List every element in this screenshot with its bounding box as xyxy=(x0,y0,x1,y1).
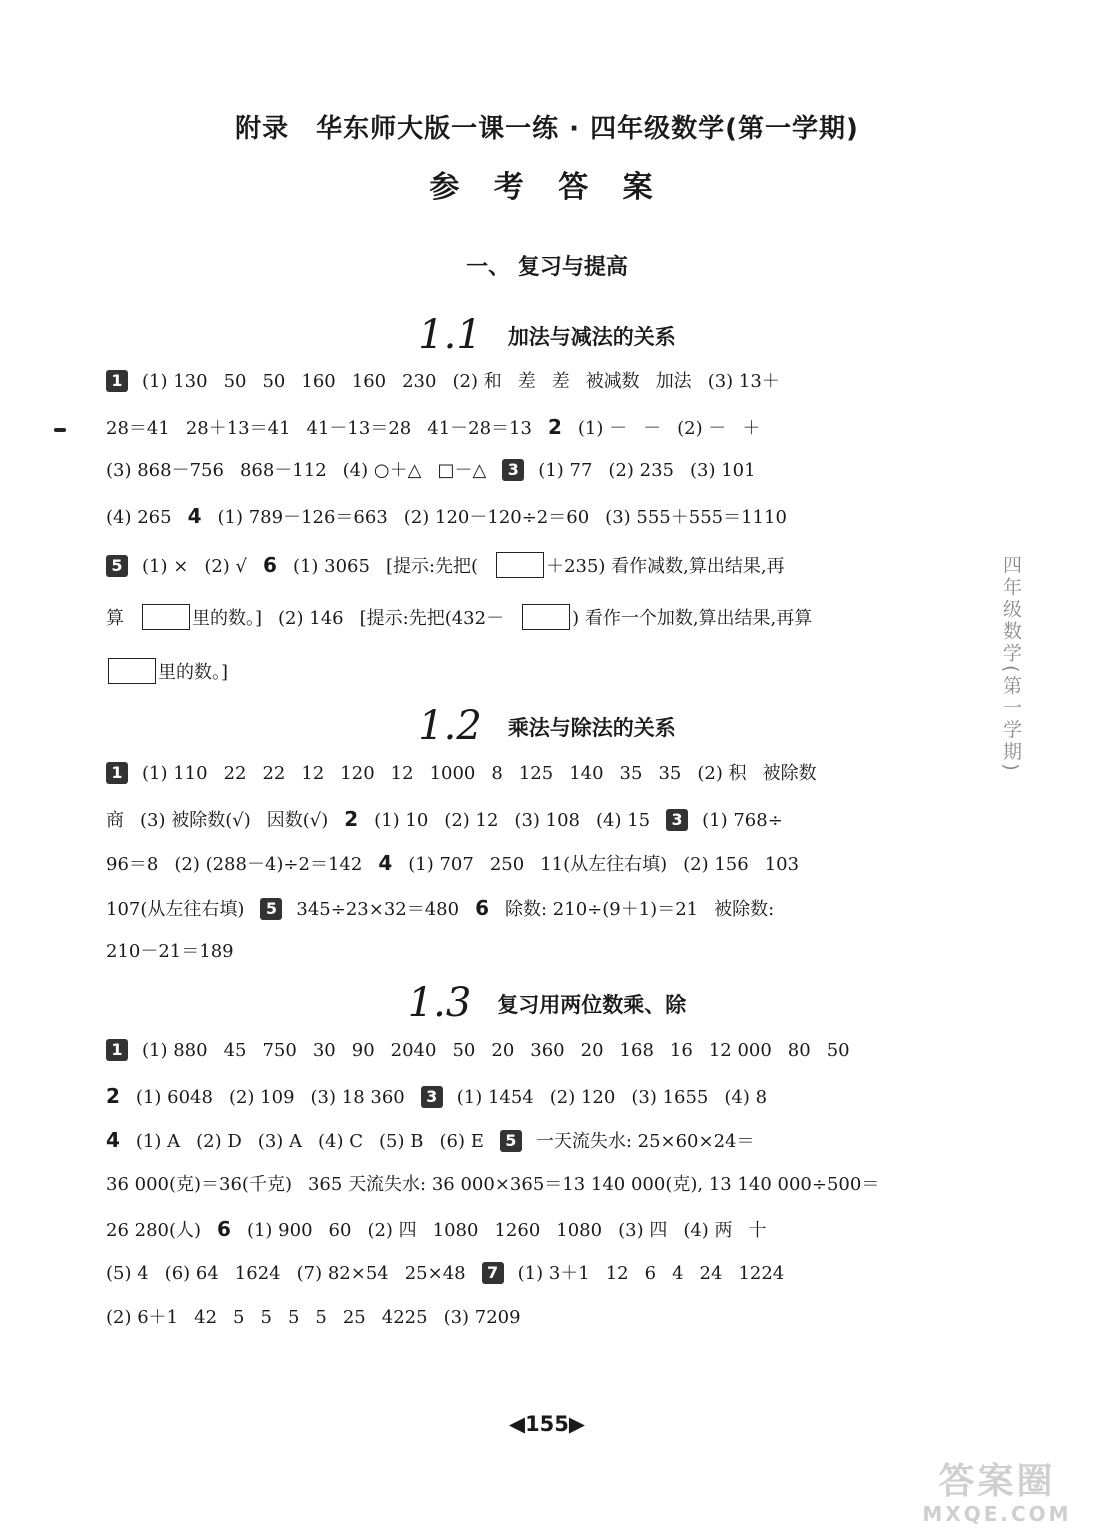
answer-text: (2) 120 xyxy=(549,1086,616,1108)
answer-line xyxy=(106,886,956,931)
section-name: 复习用两位数乘、除 xyxy=(497,993,687,1017)
answer-text: 里的数。] xyxy=(192,608,263,629)
answer-text: 50 xyxy=(826,1040,850,1061)
section-heading-1-2 xyxy=(0,703,1094,749)
answer-text: 365 天流失水: 36 000×365＝13 140 000(克), 13 140 000÷500＝ xyxy=(307,1173,880,1195)
answer-text: 28＋13＝41 xyxy=(185,417,291,439)
answer-text: 103 xyxy=(764,854,800,875)
answers-section-1-1 xyxy=(106,360,956,700)
answer-line xyxy=(106,449,956,494)
answer-line xyxy=(106,405,956,450)
answer-text: 24 xyxy=(699,1262,723,1284)
answer-text: (1) 110 xyxy=(142,763,208,784)
section-name: 乘法与除法的关系 xyxy=(507,716,676,740)
answer-text: 4225 xyxy=(381,1307,428,1328)
answer-text: － xyxy=(643,417,662,439)
answer-text: (3) 13＋ xyxy=(707,371,780,392)
answer-text: 12 xyxy=(301,763,325,784)
answer-text: [提示:先把( xyxy=(385,556,479,577)
answer-text: (3) 1655 xyxy=(631,1086,709,1108)
answer-text: 差 xyxy=(517,371,536,392)
answer-text: (4) C xyxy=(318,1131,364,1152)
answer-text: (2) √ xyxy=(204,556,248,577)
answer-text: (1) 707 xyxy=(408,854,474,875)
answer-text: 6 xyxy=(644,1262,657,1284)
answer-text: 20 xyxy=(580,1040,604,1061)
answer-text: 35 xyxy=(658,763,682,784)
answer-text: (4) ○＋△ xyxy=(342,460,422,481)
answer-text: (3) 555＋555＝1110 xyxy=(605,506,787,528)
answer-text: 168 xyxy=(619,1040,654,1061)
answer-text: 商 xyxy=(106,809,124,831)
answer-text: 20 xyxy=(491,1040,515,1061)
answer-text: 60 xyxy=(328,1220,352,1241)
answer-text: (1) 880 xyxy=(142,1040,208,1061)
answer-text: 96＝8 xyxy=(106,854,159,875)
section-heading-1-3 xyxy=(0,980,1094,1026)
answer-text: (1) 900 xyxy=(246,1220,313,1241)
answer-text: 210－21＝189 xyxy=(106,941,234,962)
section-number: 1.2 xyxy=(418,703,482,749)
answer-text: 120 xyxy=(340,763,375,784)
question-number: 4 xyxy=(187,503,202,528)
answer-text: (1) 130 xyxy=(142,371,208,392)
answer-text: (5) 4 xyxy=(106,1262,149,1284)
watermark-line-1: 答案圈 xyxy=(938,1461,1056,1502)
answer-text: 35 xyxy=(619,763,643,784)
answer-text: 230 xyxy=(402,371,437,392)
answer-line xyxy=(106,1207,956,1252)
answer-text: (1) A xyxy=(135,1131,181,1152)
answer-line xyxy=(106,360,956,405)
answer-text: (3) A xyxy=(257,1131,303,1152)
question-number: 2 xyxy=(106,1083,120,1108)
section-number: 1.1 xyxy=(418,312,482,358)
answer-text: 5 xyxy=(233,1307,245,1328)
answer-text: 125 xyxy=(518,763,554,784)
answer-text: (4) 两 xyxy=(683,1220,733,1241)
answer-text: (2) 12 xyxy=(444,809,499,831)
answer-text: 差 xyxy=(551,371,570,392)
answer-text: (3) 18 360 xyxy=(310,1086,405,1108)
answer-text: 30 xyxy=(312,1040,336,1061)
question-number: 2 xyxy=(344,806,359,831)
question-number-badge: 5 xyxy=(106,555,128,577)
watermark-logo xyxy=(912,1462,1082,1526)
answer-text: 50 xyxy=(223,371,247,392)
answer-text: (2) 6＋1 xyxy=(106,1307,179,1328)
answer-text: 345÷23×32＝480 xyxy=(296,898,460,920)
question-number-badge: 7 xyxy=(482,1262,504,1284)
answer-text: (1) 1454 xyxy=(456,1086,534,1108)
answer-line xyxy=(106,752,956,797)
answer-text: 107(从左往右填) xyxy=(106,898,245,920)
answer-text: (4) 265 xyxy=(106,506,172,528)
page-number: ◀155▶ xyxy=(508,1412,586,1436)
answer-text: (2) － xyxy=(677,417,727,439)
question-number-badge: 3 xyxy=(502,459,524,481)
answer-text: (2) 120－120÷2＝60 xyxy=(403,506,590,528)
answer-text: 160 xyxy=(301,371,336,392)
watermark-line-2: MXQE.COM xyxy=(922,1502,1072,1526)
answer-text: (3) 四 xyxy=(618,1220,668,1241)
answer-text: 28＝41 xyxy=(106,417,170,439)
answer-text: 750 xyxy=(262,1040,297,1061)
answer-line xyxy=(106,930,956,975)
question-number-badge: 5 xyxy=(260,898,282,920)
answer-text: 140 xyxy=(569,763,604,784)
answer-text: (2) D xyxy=(196,1131,242,1152)
answer-text: 160 xyxy=(351,371,387,392)
question-number-badge: 1 xyxy=(106,370,128,392)
answer-line xyxy=(106,1163,956,1208)
answer-text: (1) 789－126＝663 xyxy=(217,506,388,528)
answer-text: (6) 64 xyxy=(164,1262,219,1284)
answer-text: ＋ xyxy=(742,417,761,439)
question-number: 6 xyxy=(263,553,277,577)
margin-mark xyxy=(54,428,66,432)
question-number-badge: 3 xyxy=(421,1086,443,1108)
answer-text: (3) 101 xyxy=(690,460,756,481)
answer-text: [提示:先把(432－ xyxy=(359,608,505,629)
answer-text: (1) 77 xyxy=(538,460,593,481)
answer-text: 1260 xyxy=(494,1220,541,1241)
answer-text: 8 xyxy=(491,763,503,784)
answer-text: (3) 被除数(√) xyxy=(140,809,251,831)
blank-box xyxy=(522,604,570,630)
answer-text: 1624 xyxy=(234,1262,281,1284)
answer-text: 22 xyxy=(262,763,286,784)
answer-line xyxy=(106,646,956,700)
answer-text: 41－28＝13 xyxy=(427,417,532,439)
answer-text: 被除数: xyxy=(714,898,775,920)
question-number: 6 xyxy=(217,1217,231,1241)
answer-text: (2) 积 xyxy=(697,763,747,784)
answer-text: (6) E xyxy=(439,1131,484,1152)
answer-text: 16 xyxy=(669,1040,693,1061)
answer-text: 868－112 xyxy=(239,460,327,481)
question-number: 4 xyxy=(106,1128,120,1152)
answer-text: (3) 868－756 xyxy=(106,460,224,481)
blank-box xyxy=(108,658,156,684)
answer-text: 250 xyxy=(489,854,525,875)
section-heading-1-1 xyxy=(0,312,1094,358)
answer-line xyxy=(106,1074,956,1119)
answer-text: (7) 82×54 xyxy=(296,1262,389,1284)
answer-text: 除数: 210÷(9＋1)＝21 xyxy=(505,898,699,920)
answer-line xyxy=(106,1118,956,1163)
question-number-badge: 5 xyxy=(500,1130,522,1152)
answer-text: 被除数 xyxy=(762,763,817,784)
question-number-badge: 1 xyxy=(106,762,128,784)
answer-text: (1) × xyxy=(142,556,189,577)
question-number-badge: 1 xyxy=(106,1039,128,1061)
answer-text: 50 xyxy=(262,371,286,392)
answer-text: 1080 xyxy=(556,1220,603,1241)
answer-text: (1) 3065 xyxy=(292,556,370,577)
answers-section-1-3 xyxy=(106,1029,956,1341)
answer-text: ＋235) 看作减数,算出结果,再 xyxy=(546,556,785,577)
answer-line xyxy=(106,494,956,539)
answer-line xyxy=(106,841,956,886)
answer-text: (2) (288－4)÷2＝142 xyxy=(174,854,363,875)
answer-text: (3) 7209 xyxy=(443,1307,521,1328)
answer-text: 一天流失水: 25×60×24＝ xyxy=(535,1131,755,1152)
answer-line xyxy=(106,1029,956,1074)
answer-text: 25 xyxy=(342,1307,366,1328)
answer-text: 4 xyxy=(672,1262,684,1284)
answer-text: 因数(√) xyxy=(266,809,329,831)
answer-text: 11(从左往右填) xyxy=(540,854,668,875)
answer-text: 被减数 xyxy=(585,371,640,392)
answer-text: 加法 xyxy=(655,371,692,392)
answer-text: (3) 108 xyxy=(514,809,580,831)
answer-text: (2) 和 xyxy=(452,371,502,392)
blank-box xyxy=(496,552,544,578)
answer-text: 12 xyxy=(390,763,414,784)
answer-text: (1) 768÷ xyxy=(702,809,783,831)
answer-line xyxy=(106,592,956,646)
answer-text: 1080 xyxy=(432,1220,479,1241)
answer-text: (1) 6048 xyxy=(135,1086,213,1108)
answer-text: 1000 xyxy=(429,763,476,784)
answer-text: 里的数。] xyxy=(158,662,229,683)
answer-text: (2) 146 xyxy=(278,608,344,629)
answer-text: (1) 10 xyxy=(374,809,429,831)
question-number-badge: 3 xyxy=(666,809,688,831)
answer-text: (1) 3＋1 xyxy=(517,1262,590,1284)
answers-section-1-2 xyxy=(106,752,956,975)
answer-text: (2) 235 xyxy=(608,460,674,481)
blank-box xyxy=(142,604,190,630)
answer-text: (2) 四 xyxy=(367,1220,417,1241)
answer-text: 算 xyxy=(106,608,124,629)
answer-text: 5 xyxy=(287,1307,300,1328)
answer-text: (5) B xyxy=(379,1131,424,1152)
answer-text: 90 xyxy=(351,1040,375,1061)
answer-text: 25×48 xyxy=(404,1262,466,1284)
answer-text: (2) 109 xyxy=(228,1086,295,1108)
chapter-heading: 一、 复习与提高 xyxy=(466,255,628,280)
answer-text: 45 xyxy=(223,1040,247,1061)
side-margin-text: 四年级数学(第一学期) xyxy=(1000,555,1022,774)
page-subtitle: 参 考 答 案 xyxy=(429,170,665,205)
answer-line xyxy=(106,538,956,592)
answer-text: (1) － xyxy=(577,417,628,439)
answer-text: 360 xyxy=(530,1040,565,1061)
answer-text: 22 xyxy=(223,763,247,784)
section-number: 1.3 xyxy=(407,980,472,1026)
answer-text: 2040 xyxy=(390,1040,437,1061)
answer-line xyxy=(106,1296,956,1341)
section-name: 加法与减法的关系 xyxy=(507,325,676,349)
answer-text: 42 xyxy=(194,1307,218,1328)
question-number: 2 xyxy=(547,414,562,439)
answer-text: 5 xyxy=(260,1307,272,1328)
answer-text: 12 xyxy=(605,1262,629,1284)
answer-text: 1224 xyxy=(738,1262,785,1284)
answer-text: 80 xyxy=(787,1040,811,1061)
page-title: 附录 华东师大版一课一练 · 四年级数学(第一学期) xyxy=(235,114,859,144)
answer-text: (4) 15 xyxy=(596,809,651,831)
question-number: 4 xyxy=(378,851,393,875)
answer-line xyxy=(106,1252,956,1297)
answer-text: □－△ xyxy=(437,460,487,481)
answer-text: (4) 8 xyxy=(724,1086,768,1108)
answer-text: ) 看作一个加数,算出结果,再算 xyxy=(572,608,813,629)
answer-text: (2) 156 xyxy=(683,854,749,875)
question-number: 6 xyxy=(475,895,490,920)
answer-text: 5 xyxy=(315,1307,327,1328)
answer-text: 十 xyxy=(748,1220,767,1241)
answer-text: 36 000(克)＝36(千克) xyxy=(106,1173,292,1195)
answer-text: 12 000 xyxy=(708,1040,772,1061)
answer-line xyxy=(106,797,956,842)
answer-text: 41－13＝28 xyxy=(306,417,412,439)
answer-text: 26 280(人) xyxy=(106,1220,202,1241)
answer-text: 50 xyxy=(452,1040,476,1061)
